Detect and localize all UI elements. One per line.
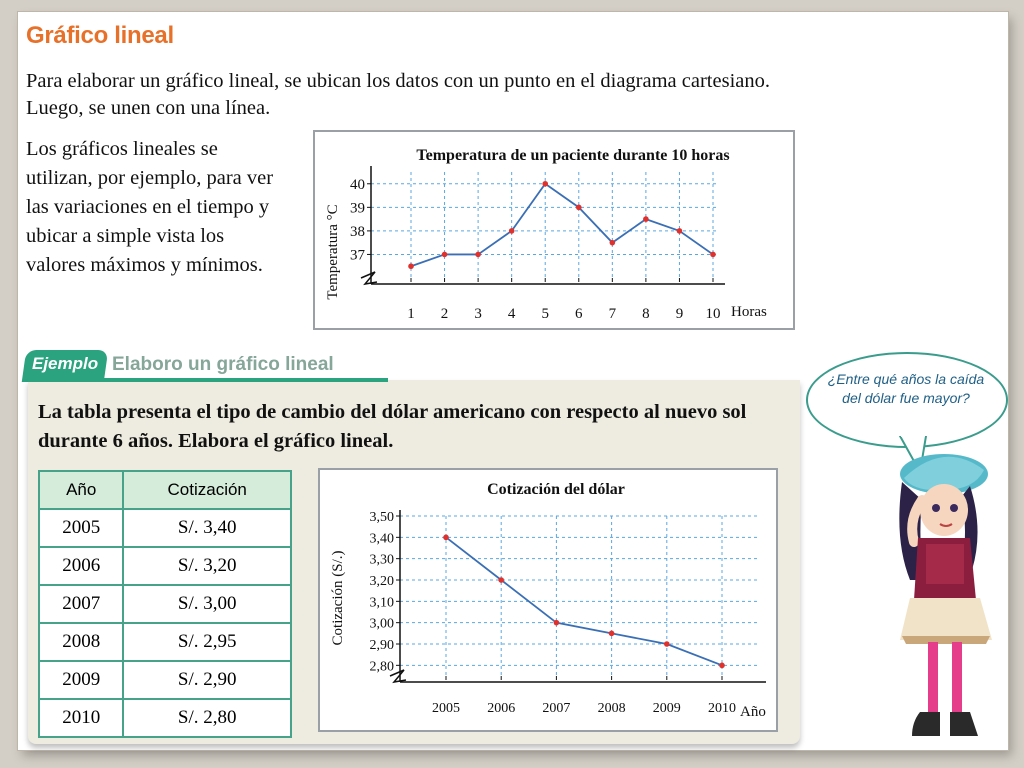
series-line	[411, 184, 713, 266]
y-tick-label: 3,00	[369, 616, 394, 632]
example-tag: Ejemplo	[32, 354, 99, 373]
temperature-chart	[313, 130, 795, 330]
example-heading: Elaboro un gráfico lineal	[112, 354, 334, 375]
table-row	[39, 623, 291, 661]
data-point	[609, 631, 615, 637]
x-axis-label: Año	[740, 704, 766, 720]
side-paragraph: Los gráficos lineales se utilizan, por ejemplo, para ver las variaciones en el tiempo y ubicar a simple vista los valores máximos y mínimos.	[26, 138, 274, 276]
y-tick-label: 2,80	[369, 659, 394, 675]
data-point	[677, 228, 683, 234]
dollar-chart-svg	[320, 470, 776, 730]
x-tick-label: 7	[608, 306, 617, 322]
x-tick-label: 2007	[542, 701, 571, 716]
x-tick-label: 10	[705, 306, 721, 322]
x-tick-label: 2005	[432, 701, 460, 716]
data-point	[710, 252, 716, 258]
y-tick-label: 37	[350, 247, 365, 264]
data-point	[408, 263, 414, 269]
speech-bubble-text: ¿Entre qué años la caída del dólar fue mayor?	[827, 371, 985, 406]
data-point	[576, 205, 582, 211]
exchange-rate-table	[38, 470, 292, 738]
table-row	[39, 509, 291, 547]
table-row	[39, 547, 291, 585]
table-header-rate: Cotización	[123, 471, 291, 509]
table-cell-rate: S/. 3,00	[123, 585, 291, 623]
chart-title: Cotización del dólar	[487, 481, 625, 498]
data-point	[610, 240, 616, 246]
y-tick-label: 40	[350, 176, 365, 193]
x-tick-label: 9	[675, 306, 684, 322]
table-row	[39, 585, 291, 623]
table-row	[39, 661, 291, 699]
table-cell-year: 2009	[39, 661, 123, 699]
table-header-row	[39, 471, 291, 509]
x-tick-label: 6	[575, 306, 583, 322]
data-point	[475, 252, 481, 258]
data-point	[498, 577, 504, 583]
textbook-page	[18, 12, 1008, 750]
data-point	[643, 216, 649, 222]
table-cell-year: 2005	[39, 509, 123, 547]
table-cell-rate: S/. 3,40	[123, 509, 291, 547]
series-line	[446, 537, 722, 665]
data-point	[542, 181, 548, 187]
data-point	[554, 620, 560, 626]
student-character-illustration	[874, 430, 1004, 750]
table-cell-rate: S/. 2,90	[123, 661, 291, 699]
y-axis-label: Temperatura °C	[325, 204, 341, 300]
table-cell-year: 2006	[39, 547, 123, 585]
page-title: Gráfico lineal	[26, 22, 174, 49]
data-point	[664, 641, 670, 647]
intro-paragraph: Para elaborar un gráfico lineal, se ubican los datos con un punto en el diagrama cartesiano. Luego, se unen con una línea.	[26, 70, 770, 119]
x-tick-label: 5	[541, 306, 549, 322]
y-tick-label: 3,50	[369, 510, 394, 525]
divider	[28, 378, 388, 382]
y-tick-label: 39	[350, 200, 365, 217]
temperature-chart-svg	[315, 132, 793, 328]
table-cell-year: 2008	[39, 623, 123, 661]
y-tick-label: 3,40	[369, 531, 394, 547]
chart-title: Temperatura de un paciente durante 10 horas	[416, 147, 730, 164]
data-point	[719, 663, 725, 669]
dollar-chart	[318, 468, 778, 732]
data-point	[443, 535, 449, 541]
x-tick-label: 2006	[487, 701, 516, 716]
data-point	[442, 252, 448, 258]
y-tick-label: 3,30	[369, 552, 394, 568]
y-tick-label: 3,20	[369, 574, 394, 589]
axis-break-icon	[361, 272, 377, 284]
table-cell-year: 2010	[39, 699, 123, 737]
x-tick-label: 2	[440, 306, 449, 322]
y-axis-label: Cotización (S/.)	[330, 550, 346, 646]
x-tick-label: 2008	[597, 701, 626, 716]
data-point	[509, 228, 515, 234]
x-tick-label: 3	[474, 306, 482, 322]
table-cell-rate: S/. 2,95	[123, 623, 291, 661]
y-tick-label: 2,90	[369, 638, 394, 653]
x-tick-label: 4	[507, 306, 516, 322]
table-cell-year: 2007	[39, 585, 123, 623]
y-tick-label: 38	[350, 223, 365, 240]
x-tick-label: 2009	[652, 701, 681, 716]
x-tick-label: 2010	[708, 701, 736, 716]
x-tick-label: 1	[407, 306, 415, 322]
table-row	[39, 699, 291, 737]
example-statement: La tabla presenta el tipo de cambio del dólar americano con respecto al nuevo sol durante 6 años. Elabora el gráfico lineal.	[38, 401, 747, 452]
x-axis-label: Horas	[731, 304, 767, 320]
table-header-year: Año	[39, 471, 123, 509]
y-tick-label: 3,10	[369, 595, 394, 611]
x-tick-label: 8	[642, 306, 650, 322]
table-cell-rate: S/. 2,80	[123, 699, 291, 737]
table-cell-rate: S/. 3,20	[123, 547, 291, 585]
